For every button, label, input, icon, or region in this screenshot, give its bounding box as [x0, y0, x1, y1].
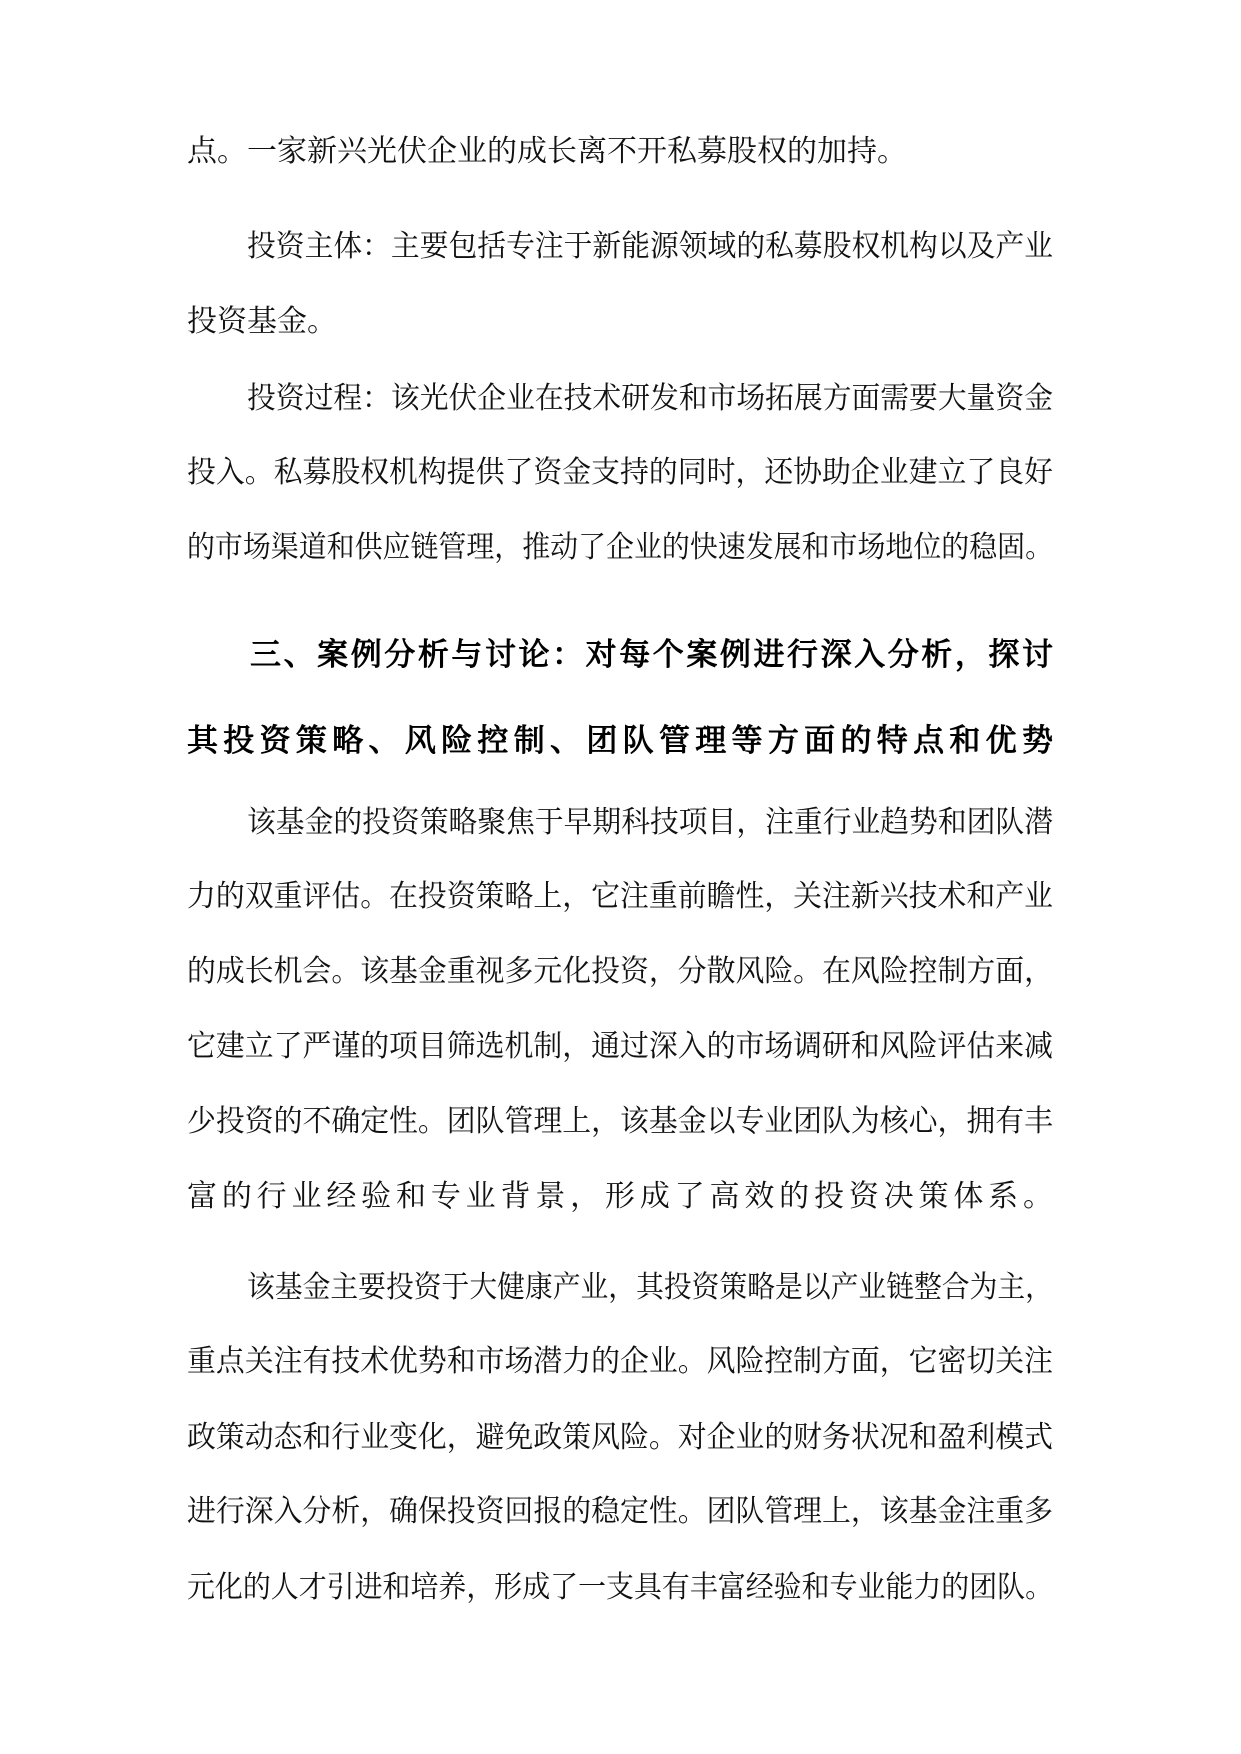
- text-line: 点。一家新兴光伏企业的成长离不开私募股权的加持。: [187, 134, 907, 169]
- paragraph-line: [0, 219, 1241, 275]
- text-line: 该基金主要投资于大健康产业，其投资策略是以产业链整合为主，: [247, 1270, 1053, 1305]
- text-line: 的成长机会。该基金重视多元化投资，分散风险。在风险控制方面，: [187, 954, 1053, 989]
- paragraph-line: [0, 795, 1241, 851]
- text-line: 力的双重评估。在投资策略上，它注重前瞻性，关注新兴技术和产业: [187, 879, 1053, 914]
- section-heading: 其投资策略、风险控制、团队管理等方面的特点和优势: [187, 723, 1059, 759]
- text-line: 元化的人才引进和培养，形成了一支具有丰富经验和专业能力的团队。: [187, 1570, 1054, 1605]
- paragraph-line: [0, 1334, 1241, 1390]
- paragraph-line: [0, 294, 1241, 350]
- paragraph-line: [0, 1169, 1241, 1225]
- text-line: 政策动态和行业变化，避免政策风险。对企业的财务状况和盈利模式: [187, 1420, 1053, 1455]
- paragraph-line: [0, 124, 1241, 180]
- text-line: 少投资的不确定性。团队管理上，该基金以专业团队为核心，拥有丰: [187, 1104, 1053, 1139]
- paragraph-line: [0, 371, 1241, 427]
- text-line: 投入。私募股权机构提供了资金支持的同时，还协助企业建立了良好: [187, 455, 1053, 490]
- text-line: 富的行业经验和专业背景，形成了高效的投资决策体系。: [187, 1179, 1058, 1214]
- text-line: 重点关注有技术优势和市场潜力的企业。风险控制方面，它密切关注: [187, 1344, 1053, 1379]
- section-heading-line: [0, 627, 1241, 683]
- section-heading-line: [0, 713, 1241, 769]
- text-line: 投资基金。: [187, 304, 337, 339]
- paragraph-line: [0, 520, 1241, 576]
- text-line: 该基金的投资策略聚焦于早期科技项目，注重行业趋势和团队潜: [247, 805, 1053, 840]
- paragraph-line: [0, 944, 1241, 1000]
- text-line: 投资过程：该光伏企业在技术研发和市场拓展方面需要大量资金: [247, 381, 1053, 416]
- paragraph-line: [0, 1560, 1241, 1616]
- paragraph-line: [0, 1019, 1241, 1075]
- text-line: 它建立了严谨的项目筛选机制，通过深入的市场调研和风险评估来减: [187, 1029, 1053, 1064]
- paragraph-line: [0, 1094, 1241, 1150]
- paragraph-line: [0, 445, 1241, 501]
- paragraph-line: [0, 1260, 1241, 1316]
- section-heading: 三、案例分析与讨论：对每个案例进行深入分析，探讨: [250, 637, 1056, 673]
- paragraph-line: [0, 1410, 1241, 1466]
- text-line: 的市场渠道和供应链管理，推动了企业的快速发展和市场地位的稳固。: [187, 530, 1054, 565]
- paragraph-line: [0, 869, 1241, 925]
- paragraph-line: [0, 1484, 1241, 1540]
- text-line: 进行深入分析，确保投资回报的稳定性。团队管理上，该基金注重多: [187, 1494, 1053, 1529]
- text-line: 投资主体：主要包括专注于新能源领域的私募股权机构以及产业: [247, 229, 1053, 264]
